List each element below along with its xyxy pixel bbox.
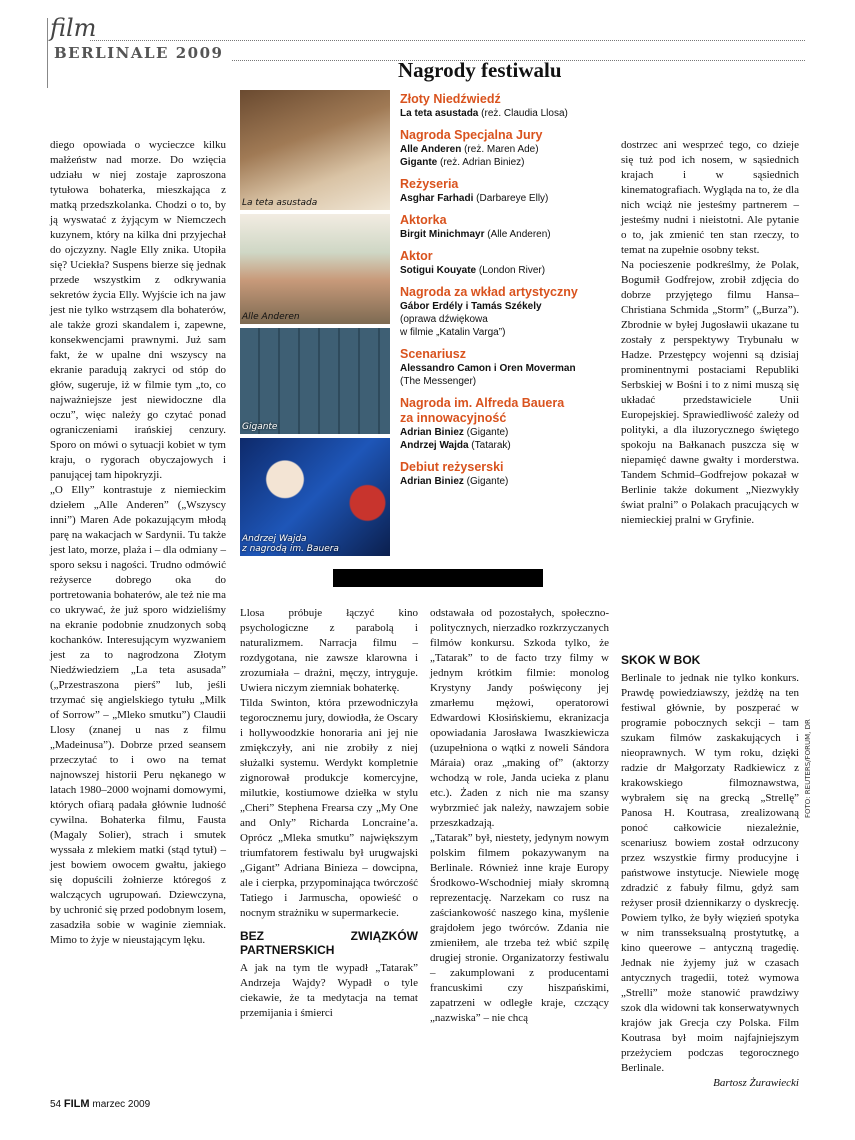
winner-name: Gábor Erdély i Tamás Székely <box>400 301 542 312</box>
award-title: Scenariusz <box>400 347 467 361</box>
award-title: Debiut reżyserski <box>400 460 504 474</box>
winner-detail: (Alle Anderen) <box>484 229 551 240</box>
award-title: Nagroda im. Alfreda Bauera za innowacyjność <box>400 396 565 425</box>
paragraph: Tilda Swinton, która przewodniczyła tegorocznemu jury, dowiodła, że Oscary i hollywoodzkie honoraria ani jej nie zmiękczyły, ani nie zrobiły z niej służalki systemu. Werdykt kompletnie zignorował produkcje komercyjne, milutkie, kostiumowe dziełka w stylu „Cheri” Stephena Frearsa czy „My One and Only” Richarda Loncraine’a. Oprócz „Mleka smutku” największym triumfatorem festiwalu był urugwajski „Gigant” Adriana Biniеza – dowcipna, ale i cierpka, przypominająca twórczość Tatiego i Jarmuscha, opowieść o nocnym strażniku w supermarkecie. <box>240 697 418 919</box>
award-winner <box>400 264 610 277</box>
photo-caption: Alle Anderen <box>242 312 300 322</box>
paragraph: Berlinale to jednak nie tylko konkurs. Prawdę powiedziawszy, jeżdżę na ten festiwal głównie, by poszperać w programie pobocznych sekcji – tam szukam filmów zaskakujących i nieoprawnych. W tym roku, dzięki radzie dr Małgorzaty Radkiewicz z krakowskiego filmoznawstwa, wybrałem się na grecką „Strellę” Panosa H. Koutrasa, zrealizowaną ponoć całkowicie niezależnie, scenariusz bowiem został odrzucony przez wszystkie firmy producyjne i państwowe instytucje. Niewiele mogę zdradzić z fabuły filmu, gdyż sam reżyser prosił dziennikarzy o dyskrecję. Powiem tylko, że były więzień spotyka w nim transseksualną prostytutkę, a kino queerowe – antyczną tragedię. Jednak nie żyjemy już w czasach antycznych tragedii, toteż wymowa „Strelli” może stanowić prawdziwy szok dla widowni tak konserwatywnych krajów jak Grecja czy Polska. Film Koutrasa był moim najfajniejszym przeżyciem podczas tegorocznego Berlinale. <box>621 672 799 1074</box>
page-folio <box>50 1098 150 1110</box>
subheading: SKOK W BOK <box>621 653 701 667</box>
winner-name: Alessandro Camon i Oren Moverman <box>400 363 576 374</box>
award-winner <box>400 300 610 313</box>
winner-name: Alle Anderen <box>400 144 462 155</box>
winner-detail: w filmie „Katalin Varga”) <box>400 327 506 338</box>
winner-detail: (Gigante) <box>463 476 509 487</box>
winner-name: Adrian Biniez <box>400 476 464 487</box>
winner-detail: (reż. Maren Ade) <box>461 144 539 155</box>
paragraph: odstawała od pozostałych, społeczno-politycznych, nierzadko rozkrzyczanych filmów konkursu. Szkoda tylko, że „Tatarak” to de facto trzy filmy w jednym krótkim filmie: monolog Krystyny Jandy poświęcony jej zmarłemu mężowi, operatorowi Edwardowi Kłosińskiemu, ekranizacja opowiadania Jarosława Iwaszkiewicza (uzupełniona o wątki z noweli Sándora Máraia) oraz „making of” (aktorzy wchodzą w role, Janda ucieka z planu etc.). Żaden z nich nie ma szansy wybrzmieć jak należy, nawzajem sobie przeszkadzają. <box>430 607 609 829</box>
award-title: Aktor <box>400 249 433 263</box>
redaction-bar <box>333 569 543 587</box>
award-winner <box>400 326 610 339</box>
photo-caption: Andrzej Wajda z nagrodą im. Bauera <box>242 534 339 554</box>
award-winner <box>400 362 610 375</box>
award-entry <box>400 213 610 241</box>
winner-detail: (reż. Adrian Biniez) <box>437 157 525 168</box>
award-title: Nagroda za wkład artystyczny <box>400 285 578 299</box>
award-entry <box>400 396 610 452</box>
photo-credit-text: FOTO: REUTERS/FORUM, DR <box>804 719 812 818</box>
paragraph: Llosa próbuje łączyć kino psychologiczne z parabolą i naturalizmem. Narracja filmu – rozdygotana, nie zawsze klarowna i zrozumiała – drażni, męczy, intryguje. Uwiera niczym ziemniak bohaterkę. <box>240 607 418 694</box>
award-winner <box>400 375 610 388</box>
winner-name: Gigante <box>400 157 438 168</box>
award-entry <box>400 128 610 169</box>
awards-list <box>400 92 610 496</box>
award-entry <box>400 460 610 488</box>
award-entry <box>400 177 610 205</box>
photo-gigante <box>240 328 390 434</box>
paragraph: „Tatarak” był, niestety, jedynym nowym polskim filmem pokazywanym na Berlinale. Również inne kraje Europy Środkowo-Wschodniej miały skromną reprezentację. Narzekam co rusz na zaściankowość naszego kina, myślenie grajdołem jego twórców. Zdania nie zmieniłem, ale trzeba też wbić szpilę drugiej stronie. Organizatorzy festiwalu – zakumplowani z producentami francuskimi czy hiszpańskimi, zapatrzeni w odległe kraje, czczący „nazwiska” – nie chcą <box>430 832 609 1024</box>
article-column-2 <box>240 606 418 1021</box>
header-rule <box>47 18 48 88</box>
award-entry <box>400 347 610 388</box>
award-entry <box>400 92 610 120</box>
award-winner <box>400 143 610 156</box>
paragraph: dostrzec ani wesprzeć tego, co dzieje się tuż pod ich nosem, w sąsiednich krajach i w sąsiednich kinematografiach. Wygląda na to, że dla nich wciąż nie jesteśmy partnerem – jesteśmy nudni i nieistotni. Ale pytanie o to, jak zmienić ten stan rzeczy, to temat na zupełnie osobny tekst. <box>621 139 799 256</box>
photo-alle-anderen <box>240 214 390 324</box>
winner-detail: (The Messenger) <box>400 376 477 387</box>
dotted-divider <box>90 40 805 41</box>
author-signature: Bartosz Żurawiecki <box>713 1077 799 1089</box>
winner-detail: (Tatarak) <box>468 440 511 451</box>
photo-caption: Gigante <box>242 422 278 432</box>
photo-caption: La teta asustada <box>242 198 318 208</box>
article-column-4-lower <box>621 645 799 1091</box>
page-number: 54 <box>50 1099 62 1110</box>
awards-heading: Nagrody festiwalu <box>398 58 562 82</box>
photo-credit <box>804 700 818 820</box>
winner-name: La teta asustada <box>400 108 479 119</box>
subheading: BEZ ZWIĄZKÓW PARTNERSKICH <box>240 929 418 957</box>
photo-column <box>240 90 390 560</box>
award-title: Złoty Niedźwiedź <box>400 92 501 106</box>
article-column-3 <box>430 606 609 1026</box>
winner-name: Asghar Farhadi <box>400 193 474 204</box>
issue-date: marzec 2009 <box>92 1099 151 1110</box>
winner-detail: (Darbareye Elly) <box>473 193 549 204</box>
award-title: Nagroda Specjalna Jury <box>400 128 543 142</box>
magazine-name: FILM <box>63 1098 90 1110</box>
article-column-4 <box>621 138 799 528</box>
winner-detail: (Gigante) <box>463 427 509 438</box>
award-entry <box>400 285 610 339</box>
award-winner <box>400 426 610 439</box>
paragraph: A jak na tym tle wypadł „Tatarak” Andrzeja Wajdy? Wypadł o tyle ciekawie, że ta medytacja na temat przemijania i śmierci <box>240 962 418 1019</box>
winner-name: Adrian Biniez <box>400 427 464 438</box>
winner-name: Birgit Minichmayr <box>400 229 485 240</box>
section-label: film <box>50 14 97 42</box>
winner-detail: (reż. Claudia Llosa) <box>478 108 568 119</box>
award-title: Aktorka <box>400 213 447 227</box>
paragraph: Na pocieszenie podkreślmy, że Polak, Bogumił Godfrejow, zrobił zdjęcia do dobrze przyjętego filmu Hansa–Christiana Schmida „Storm” („Burza”). Zbrodnie w byłej Jugosławii ukazane tu zostały z perspektywy Trybunału w Hadze. Przestępcy wojenni są dzisiaj prominentnymi postaciami Republiki Serbskiej w Bośni i to z nimi muszą się układać przedstawiciele Unii Europejskiej. Sprawiedliwość zależy od polityki, a dla iluzorycznego świętego spokoju na Bałkanach puszcza się w niepamięć dawne gwałty i morderstwa. Tandem Schmid–Godfrejow pokazał w Berlinie także dokument „Niezwykły świat pralni” o Polakach pracujących w niemieckiej pralni w Gryfinie. <box>621 259 799 526</box>
award-winner <box>400 475 610 488</box>
award-title: Reżyseria <box>400 177 459 191</box>
photo-andrzej-wajda <box>240 438 390 556</box>
winner-name: Sotigui Kouyate <box>400 265 477 276</box>
article-column-1 <box>50 138 226 948</box>
paragraph: diego opowiada o wycieczce kilku małżeństw nad morze. Do wzięcia udziału w niej zostaje zaproszona tytułowa bohaterka, mieszkająca z matką przedszkolanka. Chodzi o to, by ją wyswatać z żyjącym w Niemczech kuzynem, który na kilka dni przyjechał do ojczyzny. Nagle Elly znika. Utopiła się? Uciekła? Suspens bierze się jednak przede wszystkim z odkrywania sekretów życia Elly. Wyjście ich na jaw jest nie tylko wstrząsem dla bohaterów, ale także grozi skandalem i, zapewne, konsekwencjami prawnymi. Już sam fakt, że w upalne dni wszyscy na ekranie paradują zakryci od stóp do głów, sugeruje, iż w filmie tym „to, co najważniejsze jest niewidoczne dla oczu”, więc należy go czytać ponad ograniczeniami irańskiej cenzury. Sporo on mówi o sytuacji kobiet w tym kraju, o rygorach obyczajowych i panującej tam hipokryzji. <box>50 139 226 481</box>
paragraph: „O Elly” kontrastuje z niemieckim dziełem „Alle Anderen” („Wszyscy inni”) Maren Ade pokazującym młodą parę na wakacjach w Sardynii. Tu także jest lato, morze, plaża i – dla odmiany – sporo seksu i nagości. Trudno odmówić reżyserce dobrego oka do portretowania bohaterów, ale też nie ma co ukrywać, że już sporo widzieliśmy na ekranie podobnie znudzonych sobą kochanków. Interesującym wyzwaniem jest za to nagrodzona Złotym Niedźwiedziem „La teta asusada” („Przestraszona pierś” lub, jeśli trzymać się angielskiego tytułu „Milk of Sorrow” – „Mleko smutku”) Claudii Llosy (znanej u nas z filmu „Madeinusa”). Dobrze przed seansem przeczytać to i owo na temat najnowszej historii Peru nękanego w latach 1980–2000 wojnami domowymi, których ofiarą padała głównie ludność cywilna. Bohaterka filmu, Fausta (Magaly Solier), strach i smutek wyssała z mlekiem matki (stąd tytuł) – jest bowiem owocem gwałtu, jakiego się dopuścili żołnierze któregoś z walczących ugrupowań. Dziewczyna, by uchronić się przed podobnym losem, zasadziła sobie w waginie ziemniak. Mimo to żyje w nieustającym lęku. <box>50 484 226 946</box>
photo-la-teta-asustada <box>240 90 390 210</box>
award-winner <box>400 192 610 205</box>
winner-detail: (London River) <box>476 265 546 276</box>
winner-name: Andrzej Wajda <box>400 440 469 451</box>
award-winner <box>400 439 610 452</box>
award-winner <box>400 228 610 241</box>
award-winner <box>400 156 610 169</box>
award-entry <box>400 249 610 277</box>
winner-detail: (oprawa dźwiękowa <box>400 314 488 325</box>
award-winner <box>400 313 610 326</box>
event-title: BERLINALE 2009 <box>54 44 224 62</box>
award-winner <box>400 107 610 120</box>
